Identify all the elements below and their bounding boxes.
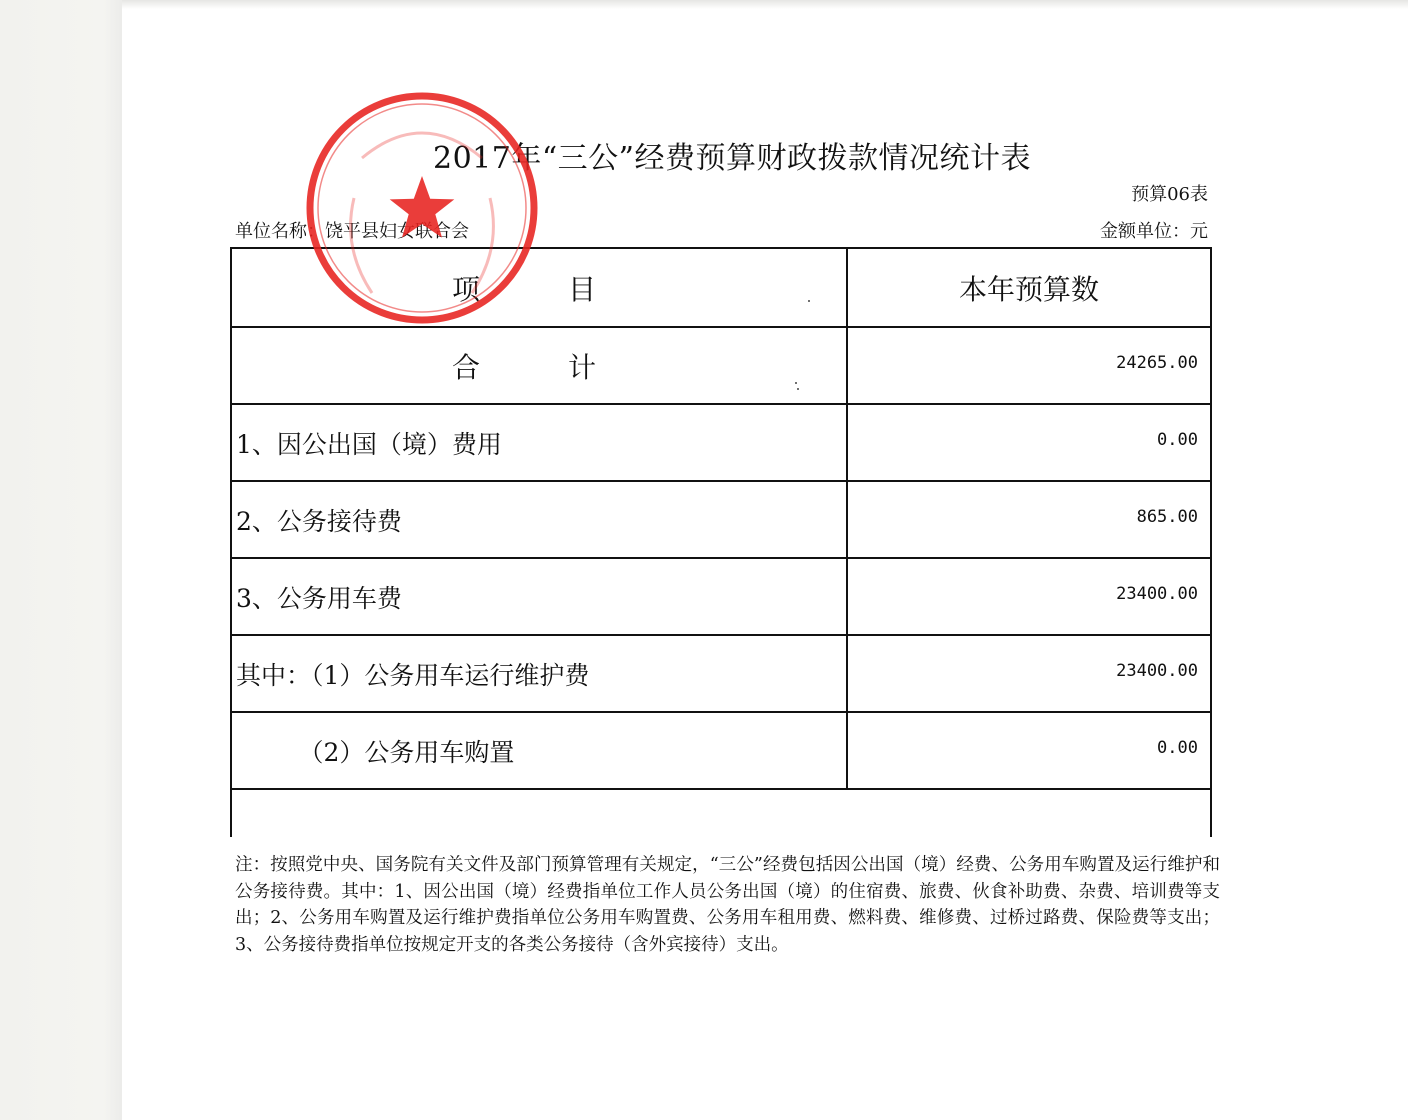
row-amount: 23400.00 [1116,583,1198,604]
row-amount: 0.00 [1157,737,1198,758]
footnote: 注：按照党中央、国务院有关文件及部门预算管理有关规定，“三公”经费包括因公出国（境）经费、公务用车购置及运行维护和公务接待费。其中：1、因公出国（境）经费指单位工作人员公务出国（境）的住宿费、旅费、伙食补助费、杂费、培训费等支出；2、公务用车购置及运行维护费指单位公务用车购置费、公务用车租用费、燃料费、维修费、过桥过路费、保险费等支出；3、公务接待费指单位按规定开支的各类公务接待（含外宾接待）支出。 [235,855,1220,955]
table-row [232,405,1210,482]
table-row-total [232,328,1210,405]
document-title: 2017年“三公”经费预算财政拨款情况统计表 [432,141,1032,176]
header-amount: 本年预算数 [958,272,1099,306]
row-item: 合 计 [451,350,626,384]
row-amount: 865.00 [1136,506,1198,527]
seal-graphic [302,88,542,328]
row-amount: 23400.00 [1116,660,1198,681]
scan-speck [795,382,797,384]
table-row [232,559,1210,636]
amount-unit: 金额单位：元 [1100,221,1208,242]
scan-speck [808,300,810,302]
official-seal [302,88,542,328]
header-item: 项 目 [451,272,626,306]
row-amount: 24265.00 [1116,352,1198,373]
scan-edge [0,0,122,1120]
form-number: 预算06表 [1131,184,1208,205]
row-item: （2）公务用车购置 [236,737,515,767]
row-item: 1、因公出国（境）费用 [236,429,502,459]
budget-table [230,247,1212,837]
row-amount: 0.00 [1157,429,1198,450]
row-item: 2、公务接待费 [236,506,402,536]
unit-name: 单位名称：饶平县妇女联合会 [235,221,469,242]
row-item: 其中：（1）公务用车运行维护费 [236,660,590,690]
table-row [232,636,1210,713]
scan-speck [797,388,799,390]
seal-star-icon [390,176,455,238]
table-row [232,713,1210,790]
row-item: 3、公务用车费 [236,583,402,613]
document-page [122,0,1408,1120]
table-row [232,482,1210,559]
table-blank-row [232,790,1210,839]
